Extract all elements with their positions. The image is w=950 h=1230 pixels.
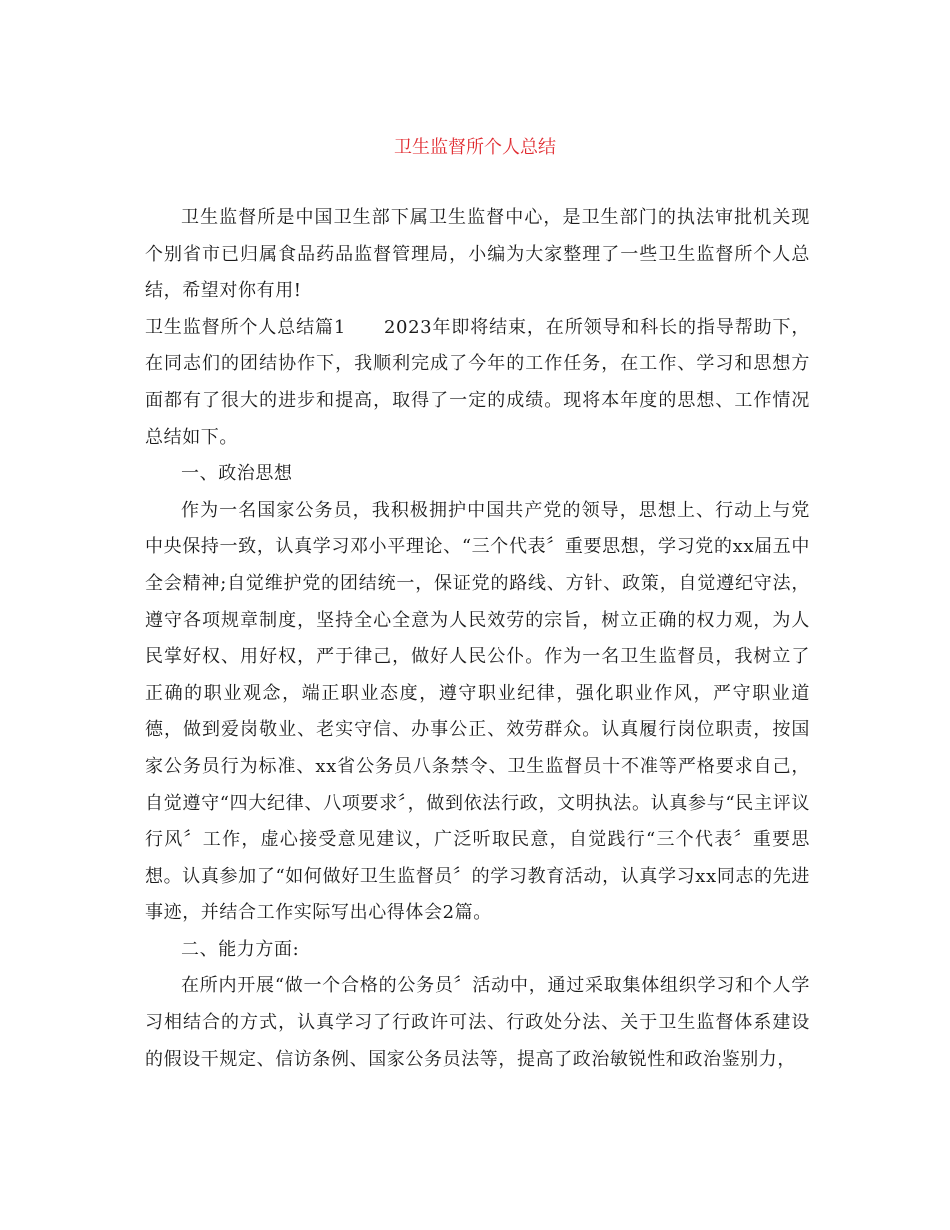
article-label: 卫生监督所个人总结篇1 (145, 316, 346, 338)
intro-paragraph: 卫生监督所是中国卫生部下属卫生监督中心，是卫生部门的执法审批机关现个别省市已归属食品药品监督管理局，小编为大家整理了一些卫生监督所个人总结，希望对你有用! (145, 207, 810, 302)
section-heading-ability: 二、能力方面: (181, 938, 300, 960)
article-intro-paragraph (145, 310, 810, 456)
section-body-ability: 在所内开展“做一个合格的公务员〞活动中，通过采取集体组织学习和个人学习相结合的方式，认真学习了行政许可法、行政处分法、关于卫生监督体系建设的假设干规定、信访条例、国家公务员法等，提高了政治敏锐性和政治鉴别力， (145, 975, 810, 1070)
document-title: 卫生监督所个人总结 (394, 137, 556, 158)
document-body (145, 200, 810, 1078)
section-body-politics: 作为一名国家公务员，我积极拥护中国共产党的领导，思想上、行动上与党中央保持一致，认真学习邓小平理论、“三个代表〞重要思想，学习党的xx届五中全会精神;自觉维护党的团结统一，保证党的路线、方针、政策，自觉遵纪守法，遵守各项规章制度，坚持全心全意为人民效劳的宗旨，树立正确的权力观，为人民掌好权、用好权，严于律己，做好人民公仆。作为一名卫生监督员，我树立了正确的职业观念，端正职业态度，遵守职业纪律，强化职业作风，严守职业道德，做到爱岗敬业、老实守信、办事公正、效劳群众。认真履行岗位职责，按国家公务员行为标准、xx省公务员八条禁令、卫生监督员十不准等严格要求自己，自觉遵守“四大纪律、八项要求〞，做到依法行政，文明执法。认真参与“民主评议行风〞工作，虚心接受意见建议，广泛听取民意，自觉践行“三个代表〞重要思想。认真参加了“如何做好卫生监督员〞的学习教育活动，认真学习xx同志的先进事迹，并结合工作实际写出心得体会2篇。 (145, 499, 810, 924)
section-heading-politics: 一、政治思想 (181, 463, 293, 485)
article-intro-text: 2023年即将结束，在所领导和科长的指导帮助下，在同志们的团结协作下，我顺利完成了今年的工作任务，在工作、学习和思想方面都有了很大的进步和提高，取得了一定的成绩。现将本年度的思想、工作情况总结如下。 (145, 316, 810, 448)
